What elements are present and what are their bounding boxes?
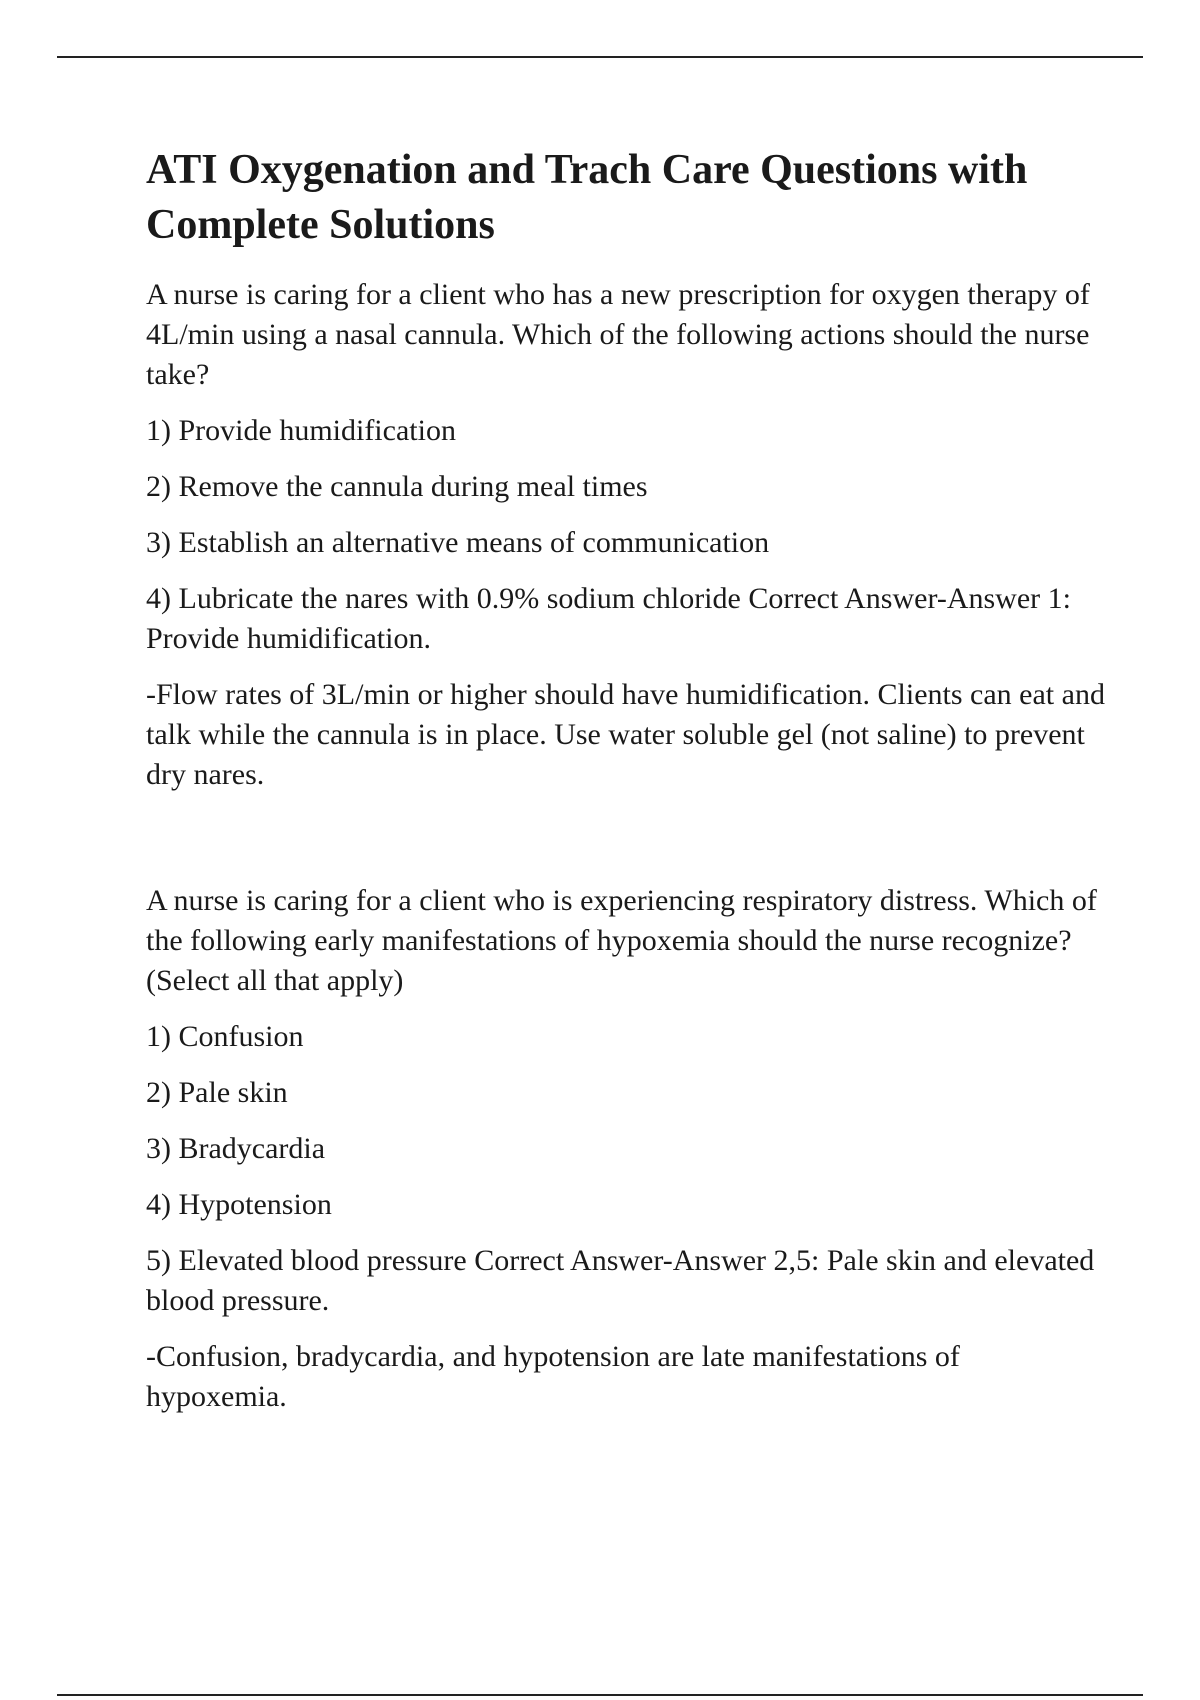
answer-option: 4) Lubricate the nares with 0.9% sodium chloride Correct Answer-Answer 1: Provide humidification. bbox=[146, 582, 1071, 655]
answer-option: 1) Confusion bbox=[146, 1020, 304, 1053]
footer-divider bbox=[57, 1694, 1143, 1696]
answer-option: 3) Bradycardia bbox=[146, 1132, 326, 1165]
rationale: -Flow rates of 3L/min or higher should have humidification. Clients can eat and talk while the cannula is in place. Use water soluble gel (not saline) to prevent dry nares. bbox=[146, 678, 1105, 791]
answer-option: 1) Provide humidification bbox=[146, 414, 456, 447]
answer-option: 5) Elevated blood pressure Correct Answer-Answer 2,5: Pale skin and elevated blood pressure. bbox=[146, 1244, 1095, 1317]
question-stem: A nurse is caring for a client who has a new prescription for oxygen therapy of 4L/min using a nasal cannula. Which of the following actions should the nurse take? bbox=[146, 278, 1090, 391]
header-divider bbox=[57, 56, 1143, 58]
answer-option: 2) Remove the cannula during meal times bbox=[146, 470, 648, 503]
question-1 bbox=[146, 275, 1106, 795]
question-spacer bbox=[146, 811, 1106, 881]
answer-option: 4) Hypotension bbox=[146, 1188, 332, 1221]
question-2 bbox=[146, 881, 1106, 1417]
answer-option: 3) Establish an alternative means of communication bbox=[146, 526, 770, 559]
question-stem: A nurse is caring for a client who is experiencing respiratory distress. Which of the following early manifestations of hypoxemia should the nurse recognize? (Select all that apply) bbox=[146, 884, 1097, 997]
document-body bbox=[146, 143, 1106, 1433]
answer-option: 2) Pale skin bbox=[146, 1076, 288, 1109]
document-title: ATI Oxygenation and Trach Care Questions with Complete Solutions bbox=[146, 147, 1028, 248]
rationale: -Confusion, bradycardia, and hypotension are late manifestations of hypoxemia. bbox=[146, 1340, 960, 1413]
